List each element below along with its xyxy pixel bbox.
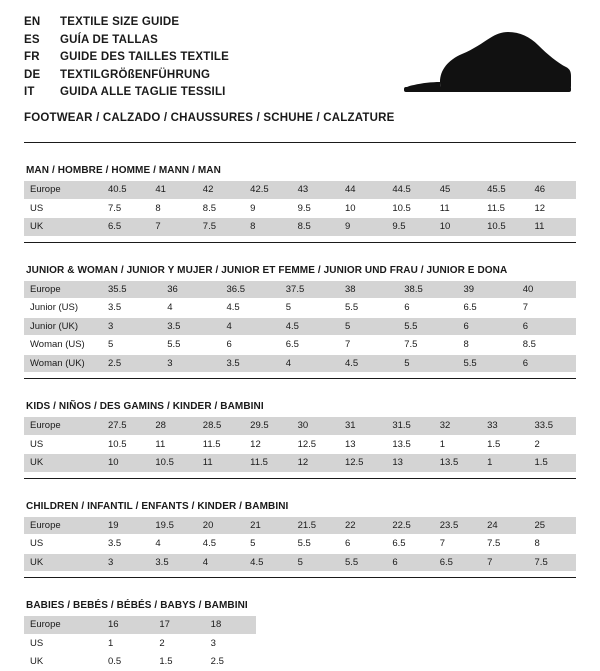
cell: 10 (102, 454, 149, 472)
cell: 6 (339, 535, 386, 554)
cell: 45 (434, 181, 481, 199)
cell: 12.5 (339, 454, 386, 472)
row-label: UK (24, 653, 102, 671)
cell: 7.5 (481, 535, 528, 554)
table-divider (24, 242, 576, 243)
row-label: Europe (24, 616, 102, 634)
cell: 16 (102, 616, 153, 634)
cell: 22 (339, 517, 386, 535)
table-title: BABIES / BEBÉS / BÉBÉS / BABYS / BAMBINI (26, 600, 248, 611)
cell: 5 (244, 535, 291, 554)
cell: 13 (386, 454, 433, 472)
cell: 9.5 (292, 199, 339, 218)
cell: 3.5 (102, 535, 149, 554)
table-divider (24, 378, 576, 379)
cell: 5.5 (458, 354, 517, 372)
cell: 7.5 (102, 199, 149, 218)
cell: 10.5 (149, 454, 196, 472)
cell: 6 (458, 317, 517, 336)
cell: 7 (434, 535, 481, 554)
cell: 40 (517, 281, 576, 299)
cell: 25 (529, 517, 576, 535)
cell: 21.5 (292, 517, 339, 535)
cell: 21 (244, 517, 291, 535)
cell: 30 (292, 417, 339, 435)
cell: 11.5 (481, 199, 528, 218)
row-label: Woman (UK) (24, 354, 102, 372)
cell: 4.5 (221, 299, 280, 318)
category-heading: FOOTWEAR / CALZADO / CHAUSSURES / SCHUHE / CALZATURE (24, 111, 395, 124)
cell: 4 (161, 299, 220, 318)
language-title: GUÍA DE TALLAS (60, 33, 158, 46)
language-code: DE (24, 68, 41, 81)
cell: 8 (244, 218, 291, 236)
cell: 9.5 (386, 218, 433, 236)
language-title: TEXTILE SIZE GUIDE (60, 16, 180, 28)
size-table (24, 417, 576, 472)
language-code: EN (24, 16, 41, 28)
cell: 1 (102, 634, 153, 653)
cell: 3 (102, 317, 161, 336)
dress-shoe-icon (382, 30, 572, 104)
table-row (24, 354, 576, 372)
cell: 42 (197, 181, 244, 199)
row-label: Europe (24, 417, 102, 435)
cell: 4.5 (197, 535, 244, 554)
cell: 6 (517, 354, 576, 372)
cell: 44.5 (386, 181, 433, 199)
cell: 11.5 (244, 454, 291, 472)
cell: 6.5 (434, 553, 481, 571)
size-table (24, 616, 256, 671)
cell: 20 (197, 517, 244, 535)
size-table-babies (24, 600, 576, 671)
cell: 6.5 (102, 218, 149, 236)
cell: 5.5 (339, 299, 398, 318)
cell: 17 (153, 616, 204, 634)
table-row (24, 553, 576, 571)
cell: 6 (221, 336, 280, 355)
cell: 13.5 (434, 454, 481, 472)
cell: 28.5 (197, 417, 244, 435)
cell: 27.5 (102, 417, 149, 435)
size-table-man (24, 165, 576, 243)
size-table (24, 281, 576, 373)
cell: 18 (205, 616, 256, 634)
size-table (24, 181, 576, 236)
cell: 10.5 (481, 218, 528, 236)
row-label: US (24, 535, 102, 554)
cell: 5.5 (292, 535, 339, 554)
cell: 12 (529, 199, 576, 218)
cell: 0.5 (102, 653, 153, 671)
cell: 6 (517, 317, 576, 336)
cell: 7 (339, 336, 398, 355)
language-code: IT (24, 86, 35, 98)
row-label: UK (24, 454, 102, 472)
cell: 2.5 (102, 354, 161, 372)
language-code: FR (24, 51, 40, 63)
cell: 8.5 (517, 336, 576, 355)
language-title: TEXTILGRÖßENFÜHRUNG (60, 68, 211, 81)
cell: 1.5 (481, 435, 528, 454)
cell: 6 (386, 553, 433, 571)
cell: 4 (197, 553, 244, 571)
cell: 1.5 (529, 454, 576, 472)
cell: 6.5 (458, 299, 517, 318)
cell: 40.5 (102, 181, 149, 199)
cell: 11 (149, 435, 196, 454)
cell: 3.5 (149, 553, 196, 571)
cell: 5 (398, 354, 457, 372)
cell: 7.5 (197, 218, 244, 236)
cell: 31 (339, 417, 386, 435)
cell: 22.5 (386, 517, 433, 535)
cell: 11 (434, 199, 481, 218)
cell: 8 (149, 199, 196, 218)
cell: 6.5 (386, 535, 433, 554)
table-row (24, 317, 576, 336)
cell: 3 (205, 634, 256, 653)
cell: 12 (292, 454, 339, 472)
cell: 9 (244, 199, 291, 218)
cell: 2 (529, 435, 576, 454)
row-label: Junior (US) (24, 299, 102, 318)
cell: 19.5 (149, 517, 196, 535)
table-divider (24, 577, 576, 578)
document-header (24, 16, 576, 124)
cell: 4 (280, 354, 339, 372)
cell: 11.5 (197, 435, 244, 454)
cell: 8.5 (197, 199, 244, 218)
cell: 3 (161, 354, 220, 372)
table-row (24, 218, 576, 236)
cell: 28 (149, 417, 196, 435)
row-label: Junior (UK) (24, 317, 102, 336)
cell: 43 (292, 181, 339, 199)
cell: 10.5 (386, 199, 433, 218)
cell: 44 (339, 181, 386, 199)
cell: 35.5 (102, 281, 161, 299)
size-table-junior-woman (24, 265, 576, 380)
cell: 33.5 (529, 417, 576, 435)
cell: 19 (102, 517, 149, 535)
cell: 5 (102, 336, 161, 355)
cell: 33 (481, 417, 528, 435)
cell: 13 (339, 435, 386, 454)
cell: 8.5 (292, 218, 339, 236)
cell: 4.5 (244, 553, 291, 571)
cell: 41 (149, 181, 196, 199)
cell: 2.5 (205, 653, 256, 671)
cell: 5 (280, 299, 339, 318)
cell: 3.5 (221, 354, 280, 372)
cell: 11 (529, 218, 576, 236)
cell: 36 (161, 281, 220, 299)
cell: 7 (149, 218, 196, 236)
row-label: UK (24, 218, 102, 236)
table-row (24, 535, 576, 554)
table-row (24, 417, 576, 435)
cell: 8 (458, 336, 517, 355)
table-row (24, 517, 576, 535)
cell: 7.5 (529, 553, 576, 571)
cell: 46 (529, 181, 576, 199)
language-title: GUIDE DES TAILLES TEXTILE (60, 51, 229, 63)
cell: 4.5 (280, 317, 339, 336)
cell: 10.5 (102, 435, 149, 454)
cell: 3.5 (102, 299, 161, 318)
row-label: US (24, 634, 102, 653)
table-title: MAN / HOMBRE / HOMME / MANN / MAN (26, 165, 221, 176)
table-title: KIDS / NIÑOS / DES GAMINS / KINDER / BAMBINI (26, 401, 264, 412)
cell: 6 (398, 299, 457, 318)
cell: 4 (149, 535, 196, 554)
table-row (24, 435, 576, 454)
cell: 38 (339, 281, 398, 299)
table-row (24, 616, 256, 634)
cell: 5.5 (398, 317, 457, 336)
cell: 24 (481, 517, 528, 535)
table-row (24, 281, 576, 299)
table-row (24, 299, 576, 318)
header-divider (24, 142, 576, 143)
cell: 8 (529, 535, 576, 554)
cell: 6.5 (280, 336, 339, 355)
cell: 7.5 (398, 336, 457, 355)
table-row (24, 634, 256, 653)
table-divider (24, 478, 576, 479)
row-label: Europe (24, 281, 102, 299)
size-table (24, 517, 576, 572)
row-label: US (24, 199, 102, 218)
table-row (24, 181, 576, 199)
table-row (24, 199, 576, 218)
cell: 5 (292, 553, 339, 571)
language-title: GUIDA ALLE TAGLIE TESSILI (60, 86, 226, 98)
table-row (24, 653, 256, 671)
row-label: Woman (US) (24, 336, 102, 355)
cell: 29.5 (244, 417, 291, 435)
cell: 7 (481, 553, 528, 571)
row-label: UK (24, 553, 102, 571)
cell: 3.5 (161, 317, 220, 336)
cell: 3 (102, 553, 149, 571)
row-label: US (24, 435, 102, 454)
cell: 7 (517, 299, 576, 318)
cell: 11 (197, 454, 244, 472)
table-row (24, 336, 576, 355)
cell: 2 (153, 634, 204, 653)
row-label: Europe (24, 517, 102, 535)
size-table-children (24, 501, 576, 579)
cell: 12.5 (292, 435, 339, 454)
row-label: Europe (24, 181, 102, 199)
cell: 4 (221, 317, 280, 336)
cell: 4.5 (339, 354, 398, 372)
cell: 5.5 (161, 336, 220, 355)
cell: 42.5 (244, 181, 291, 199)
cell: 39 (458, 281, 517, 299)
cell: 45.5 (481, 181, 528, 199)
cell: 13.5 (386, 435, 433, 454)
table-row (24, 454, 576, 472)
cell: 37.5 (280, 281, 339, 299)
size-table-kids (24, 401, 576, 479)
cell: 23.5 (434, 517, 481, 535)
cell: 10 (339, 199, 386, 218)
cell: 38.5 (398, 281, 457, 299)
cell: 36.5 (221, 281, 280, 299)
cell: 9 (339, 218, 386, 236)
language-code: ES (24, 33, 40, 46)
table-title: JUNIOR & WOMAN / JUNIOR Y MUJER / JUNIOR ET FEMME / JUNIOR UND FRAU / JUNIOR E DONA (26, 264, 508, 276)
cell: 32 (434, 417, 481, 435)
table-title: CHILDREN / INFANTIL / ENFANTS / KINDER / BAMBINI (26, 500, 289, 512)
cell: 31.5 (386, 417, 433, 435)
cell: 1 (434, 435, 481, 454)
cell: 10 (434, 218, 481, 236)
cell: 1.5 (153, 653, 204, 671)
cell: 5.5 (339, 553, 386, 571)
cell: 1 (481, 454, 528, 472)
cell: 12 (244, 435, 291, 454)
cell: 5 (339, 317, 398, 336)
